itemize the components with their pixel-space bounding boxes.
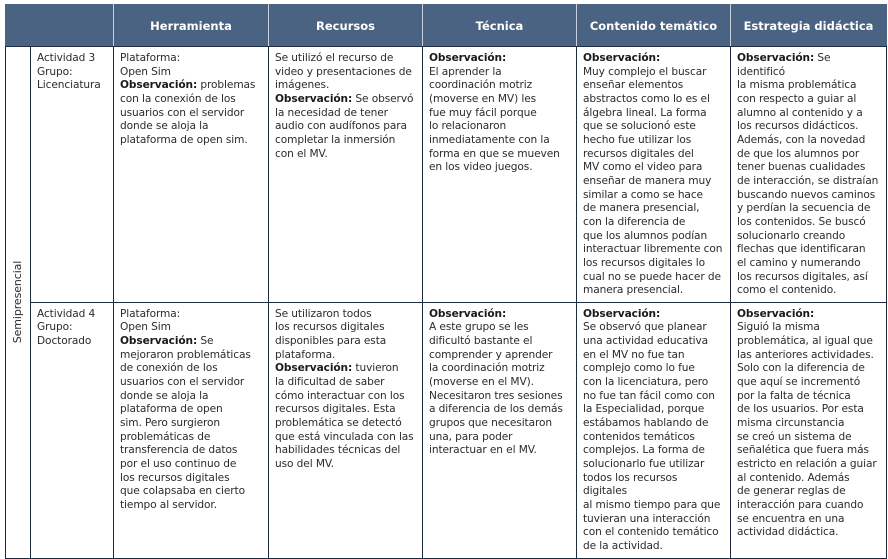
recursos-cell [269, 302, 423, 558]
observation-label: Observación: [737, 307, 815, 320]
header-empty-cell [6, 5, 114, 47]
table-row [6, 47, 887, 303]
cell-text: problemas con la conexión de los usuarios con el servidor donde se aloja la plataforma de open sim. [120, 79, 256, 146]
header-tecnica: Técnica [423, 5, 577, 47]
tecnica-cell [423, 302, 577, 558]
cell-text: Se identificó la misma problemática con respecto a guiar al alumno al contenido y a los recursos didácticos. Además, con la novedad de que los alumnos por tener buenas cualidades de interacción, se distraían buscando nuevos caminos y perdían la secuencia de los contenidos. Se buscó solucionarlo creando flechas que identificaran el camino y numerando los recursos digitales, así como el contenido. [737, 52, 879, 297]
cell-text: Plataforma: Open Sim [120, 52, 181, 78]
estrategia-cell [731, 47, 887, 303]
cell-text: Se mejoraron problemáticas de conexión de los usuarios con el servidor donde se aloja la plataforma de open sim. Pero surgieron problemáticas de transferencia de datos por el uso continuo de los recursos digitales que colapsaba en cierto tiempo al servidor. [120, 335, 251, 511]
observation-label: Observación: [275, 92, 353, 105]
cell-text: Se utilizó el recurso de video y presentaciones de imágenes. [275, 52, 412, 92]
cell-text: Se utilizaron todos los recursos digitales disponibles para esta plataforma. [275, 307, 387, 361]
cell-text: Se observó la necesidad de tener audio con audífonos para completar la inmersión con el MV. [275, 92, 414, 160]
herramienta-cell [114, 47, 269, 303]
observation-label: Observación: [120, 79, 198, 92]
modality-label: Semipresencial [11, 261, 25, 344]
activity-cell: Actividad 4 Grupo: Doctorado [31, 302, 114, 558]
observation-label: Observación: [275, 362, 353, 375]
header-row [6, 5, 887, 47]
contenido-cell [577, 302, 731, 558]
cell-text: Plataforma: Open Sim [120, 307, 181, 334]
header-contenido: Contenido temático [577, 5, 731, 47]
cell-text: tuvieron la dificultad de saber cómo interactuar con los recursos digitales. Esta problemática se detectó que está vinculada con las habilidades técnicas del uso del MV. [275, 362, 414, 471]
cell-text: Muy complejo el buscar enseñar elementos abstractos como lo es el álgebra lineal. La forma que se solucionó este hecho fue utilizar los recursos digitales del MV como el video para enseñar de manera muy similar a como se hace de manera presencial, con la diferencia de que los alumnos podían interactuar libremente con los recursos digitales lo cual no se puede hacer de manera presencial. [583, 65, 723, 297]
cell-text: Se observó que planear una actividad educativa en el MV no fue tan complejo como lo fue con la licenciatura, pero no fue tan fácil como con la Especialidad, porque estábamos hablando de contenidos temáticos complejos. La forma de solucionarlo fue utilizar todos los recursos digitales al mismo tiempo para que tuvieran una interacción con el contenido temático de la actividad. [583, 321, 721, 552]
contenido-cell [577, 47, 731, 303]
cell-text: Siguió la misma problemática, al igual que las anteriores actividades. Solo con la diferencia de que aquí se incrementó por la falta de técnica de los usuarios. Por esta misma circunstancia se creó un sistema de señalética que fuera más estricto en relación a guiar al contenido. Además de generar reglas de interacción para cuando se encuentra en una actividad didáctica. [737, 321, 877, 539]
observation-label: Observación: [737, 52, 815, 64]
herramienta-cell [114, 302, 269, 558]
estrategia-cell [731, 302, 887, 558]
observation-label: Observación: [583, 307, 661, 320]
tecnica-cell [423, 47, 577, 303]
observation-label: Observación: [120, 335, 198, 348]
modality-cell [6, 47, 31, 559]
activity-cell: Actividad 3 Grupo: Licenciatura [31, 47, 114, 303]
header-estrategia: Estrategia didáctica [731, 5, 887, 47]
observation-label: Observación: [429, 52, 507, 64]
observation-label: Observación: [429, 307, 507, 320]
header-recursos: Recursos [269, 5, 423, 47]
observation-table [5, 4, 887, 559]
cell-text: A este grupo se les dificultó bastante el comprender y aprender la coordinación motriz (moverse en el MV). Necesitaron tres sesiones a diferencia de los demás grupos que necesitaron una, para poder interactuar en el MV. [429, 321, 563, 457]
table-row [6, 302, 887, 558]
observation-label: Observación: [583, 52, 661, 64]
recursos-cell [269, 47, 423, 303]
cell-text: El aprender la coordinación motriz (moverse en MV) les fue muy fácil porque lo relacionaron inmediatamente con la forma en que se mueven en los video juegos. [429, 65, 560, 174]
header-herramienta: Herramienta [114, 5, 269, 47]
